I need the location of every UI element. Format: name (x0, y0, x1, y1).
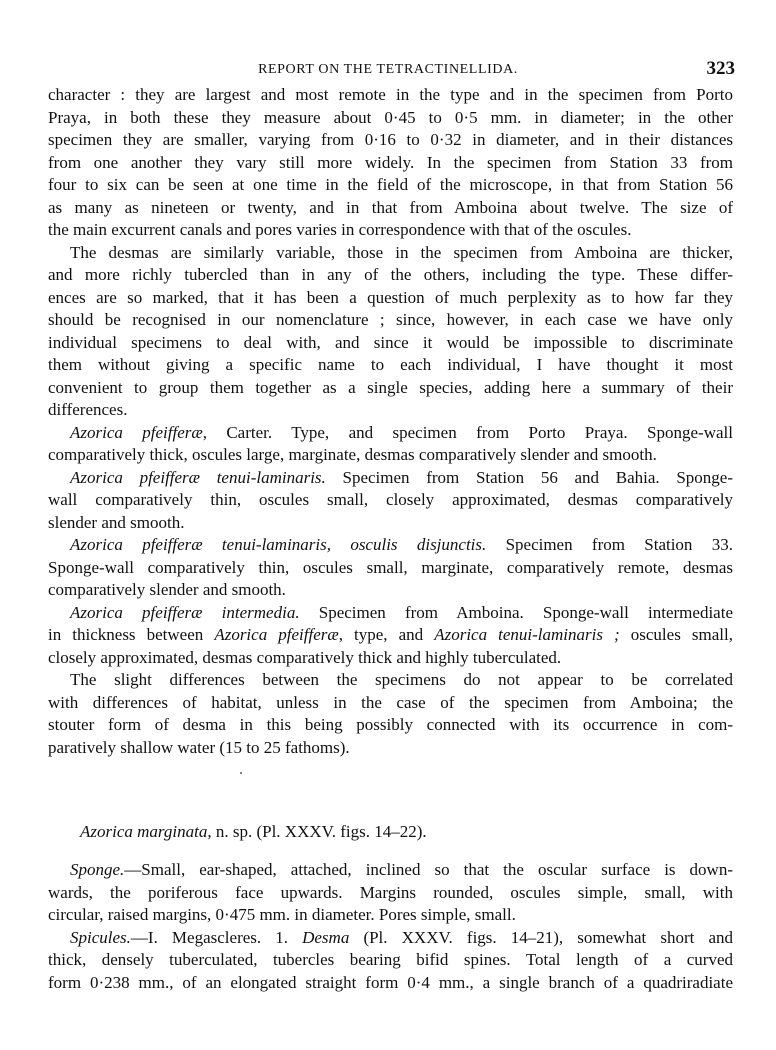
text-line (48, 399, 733, 421)
text-run: stouter form of desma in this being possibly connected with its occurrence in com- (48, 715, 733, 734)
text-run: should be recognised in our nomenclature ; since, however, in each case we have only (48, 310, 733, 329)
text-line (70, 927, 733, 949)
text-run: , type, and (338, 625, 435, 644)
text-line (48, 579, 733, 601)
italic-run: Desma (302, 927, 350, 947)
text-line (48, 444, 733, 466)
text-run: Specimen from Amboina. Sponge-wall intermediate (299, 602, 733, 622)
text-line (48, 377, 733, 399)
text-run: circular, raised margins, 0·475 mm. in diameter. Pores simple, small. (48, 905, 516, 924)
text-line (48, 624, 733, 646)
text-line (70, 859, 733, 881)
running-head: REPORT ON THE TETRACTINELLIDA. (258, 62, 518, 77)
text-run: Praya, in both these they measure about 0·45 to 0·5 mm. in diameter; in the other (48, 107, 733, 127)
text-line (48, 714, 733, 736)
italic-run: Spicules. (70, 927, 131, 947)
text-line (48, 949, 733, 971)
text-run: The slight differences between the specimens do not appear to be correlated (70, 670, 733, 689)
text-run: in thickness between (48, 625, 215, 644)
text-line (70, 534, 733, 556)
page-number: 323 (706, 58, 735, 79)
text-line (48, 489, 733, 511)
text-run: ences are so marked, that it has been a question of much perplexity as to how far they (48, 287, 733, 307)
text-line (70, 669, 733, 691)
text-line (48, 972, 733, 994)
text-line (48, 309, 733, 331)
text-line (70, 602, 733, 624)
text-run: wall comparatively thin, oscules small, closely approximated, desmas comparatively (48, 490, 733, 509)
text-run: character : they are largest and most remote in the type and in the specimen from Porto (48, 85, 733, 104)
italic-run: Azorica pfeifferæ tenui-laminaris. (70, 467, 326, 487)
text-line (70, 422, 733, 444)
italic-run: Sponge. (70, 860, 125, 879)
text-line (48, 737, 733, 759)
text-run: and more richly tubercled than in any of the others, including the type. These differ- (48, 265, 733, 284)
text-run: comparatively slender and smooth. (48, 580, 286, 599)
text-run: convenient to group them together as a single species, adding here a summary of their (48, 377, 733, 397)
text-run: The desmas are similarly variable, those in the specimen from Amboina are thicker, (70, 242, 733, 262)
text-run: Sponge-wall comparatively thin, oscules small, marginate, comparatively remote, desmas (48, 557, 733, 577)
text-run: closely approximated, desmas comparatively thick and highly tuberculated. (48, 647, 562, 667)
text-line (48, 557, 733, 579)
italic-run: Azorica pfeifferæ (70, 422, 203, 442)
text-line (48, 692, 733, 714)
text-run: oscules small, (619, 625, 733, 644)
text-line (70, 467, 733, 489)
text-line (48, 174, 733, 196)
text-line (48, 512, 733, 534)
text-run: comparatively thick, oscules large, marginate, desmas comparatively slender and smooth. (48, 445, 657, 464)
text-line (48, 129, 733, 151)
text-run: the main excurrent canals and pores varies in correspondence with that of the oscules. (48, 220, 632, 239)
text-run: slender and smooth. (48, 512, 185, 532)
text-line (48, 107, 733, 129)
text-run: them without giving a specific name to each individual, I have thought it most (48, 355, 733, 374)
text-run: thick, densely tuberculated, tubercles bearing bifid spines. Total length of a curved (48, 950, 733, 969)
text-line (48, 647, 733, 669)
species-heading (80, 821, 427, 843)
text-run: (Pl. XXXV. figs. 14–21), somewhat short and (349, 927, 733, 947)
text-line (48, 332, 733, 354)
text-run: Specimen from Station 33. (486, 535, 733, 554)
italic-run: Azorica pfeifferæ (214, 625, 339, 644)
italic-run: Azorica marginata (80, 822, 208, 841)
text-line (48, 197, 733, 219)
text-run: individual specimens to deal with, and since it would be impossible to discriminate (48, 332, 733, 352)
italic-run: Azorica pfeifferæ tenui-laminaris, osculis disjunctis. (70, 535, 487, 554)
text-run: , n. sp. (Pl. XXXV. figs. 14–22). (207, 822, 427, 841)
text-run: from one another they vary still more widely. In the specimen from Station 33 from (48, 152, 733, 172)
text-line (48, 882, 733, 904)
italic-run: Azorica pfeifferæ intermedia. (70, 602, 300, 622)
text-line (48, 287, 733, 309)
text-run: form 0·238 mm., of an elongated straight form 0·4 mm., a single branch of a quadriradiate (48, 972, 733, 992)
text-run: , Carter. Type, and specimen from Porto Praya. Sponge-wall (202, 422, 733, 442)
text-run: wards, the poriferous face upwards. Margins rounded, oscules simple, small, with (48, 882, 733, 902)
text-run: specimen they are smaller, varying from 0·16 to 0·32 in diameter, and in their distances (48, 130, 733, 149)
text-line (48, 152, 733, 174)
text-line (48, 84, 733, 106)
text-run: differences. (48, 400, 128, 419)
text-line (70, 242, 733, 264)
text-run: with differences of habitat, unless in the case of the specimen from Amboina; the (48, 692, 733, 712)
text-line (48, 264, 733, 286)
text-line (48, 904, 733, 926)
text-line (48, 354, 733, 376)
text-line (48, 219, 733, 241)
italic-run: Azorica tenui-laminaris ; (434, 625, 620, 644)
text-run: —Small, ear-shaped, attached, inclined so that the oscular surface is down- (124, 860, 733, 879)
print-speck (240, 772, 242, 774)
text-run: as many as nineteen or twenty, and in that from Amboina about twelve. The size of (48, 197, 733, 217)
text-run: paratively shallow water (15 to 25 fathoms). (48, 737, 350, 757)
text-run: Specimen from Station 56 and Bahia. Sponge- (325, 467, 733, 487)
text-run: four to six can be seen at one time in the field of the microscope, in that from Station 56 (48, 175, 733, 194)
text-run: —I. Megascleres. 1. (130, 927, 303, 947)
